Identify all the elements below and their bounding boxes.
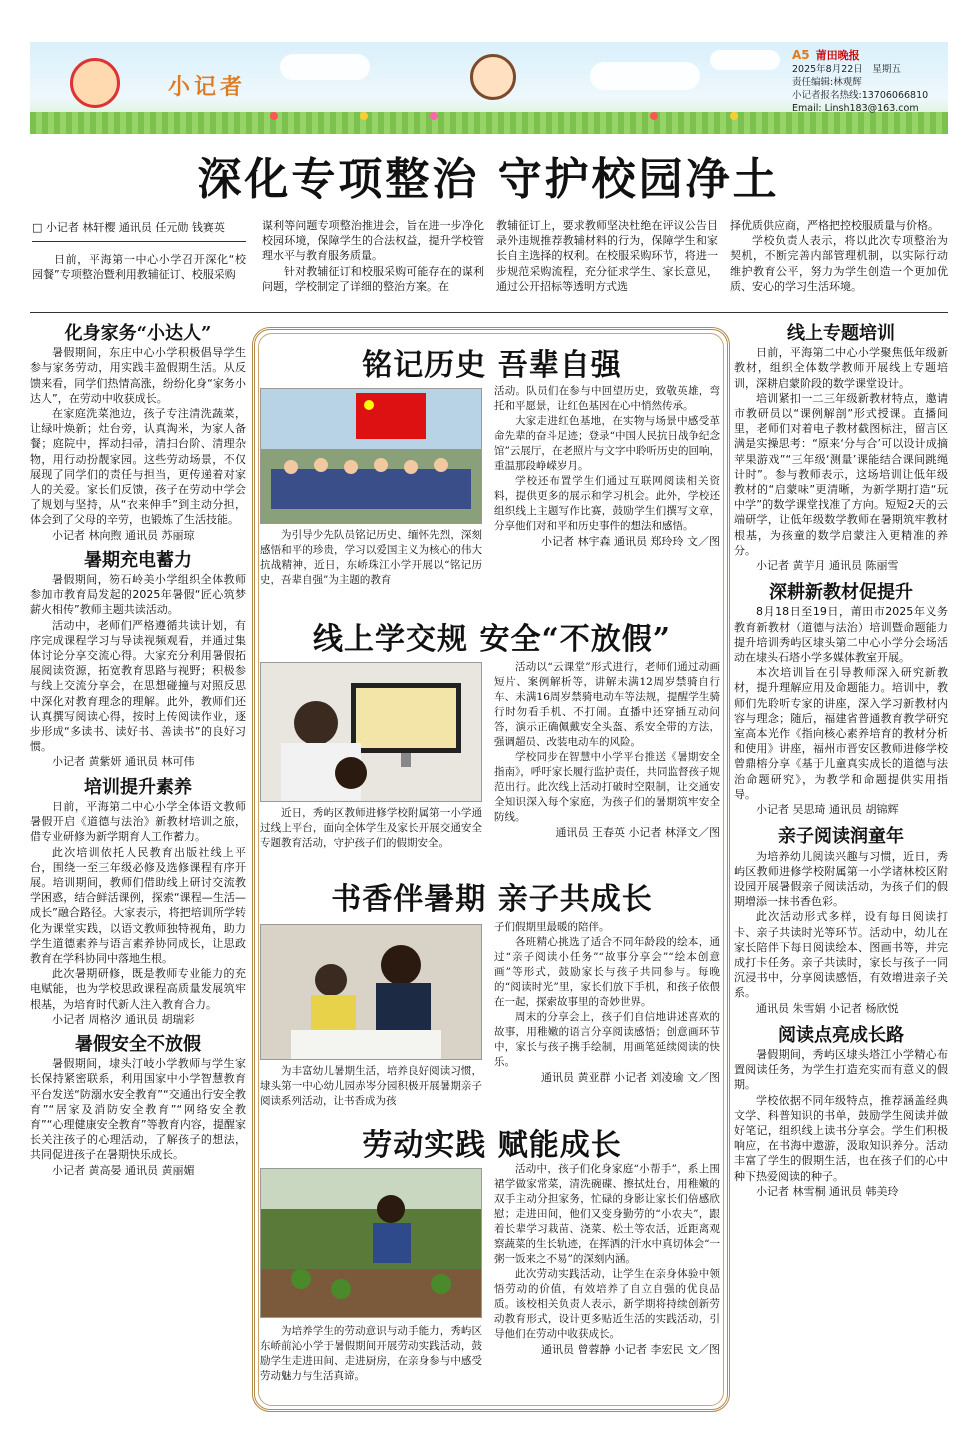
lead-text-2: 谋利等问题专项整治推进会，旨在进一步净化校园环境，保障学生的合法权益，提升学校管理水平与教育服务质量。 [262,219,484,263]
paragraph: 大家走进红色基地，在实物与场景中感受革命先辈的奋斗足迹；登录“中国人民抗日战争纪念馆”云展厅，在老照片与文字中聆听历史的回响，重温那段峥嵘岁月。 [494,415,720,472]
email: Email: Linsh183@163.com [792,103,919,114]
paragraph: 日前，平海第二中心小学全体语文教师暑假开启《道德与法治》新教材培训之旅，借专业研修为新学期育人工作蓄力。 [30,799,246,844]
grass-decoration [30,112,948,134]
left-article-3 [30,776,246,1027]
feature-title-3: 书香伴暑期 亲子共成长 [331,882,653,917]
paragraph: 暑假期间，埭头汀岐小学教师与学生家长保持紧密联系，利用国家中小学智慧教育平台发送“防溺水安全教育”“交通出行安全教育”“居家及消防安全教育”“网络安全教育”“心理健康安全教育”等教育内容，提醒家长关注孩子的心理活动，了解孩子的想法，共同促进孩子在暑期快乐成长。 [30,1057,246,1162]
paragraph: 培训紧扣一二三年级新教材特点，邀请市教研员以“课例解剖”形式授课。直播间里，老师们对着电子教材截图标注，留言区满是实操思考：“原来‘分与合’可以设计成摘苹果游戏”“三年级‘测量’课能结合课间跳绳计时”。参与教师表示，这场培训让低年级教材的“启蒙味”更清晰，为新学期打造“玩中学”的数学课堂找准了方向。短短2天的云端研学，让低年级数学教师在暑期筑牢教材根基，为孩童的数学启蒙注入更精准的养分。 [734,391,948,557]
paragraph: 学校还布置学生们通过互联网阅读相关资料，提供更多的展示和学习机会。此外，学校还组织线上主题写作比赛，鼓励学生们撰写文章，分享他们对和平和历史事件的想法和感悟。 [494,475,720,532]
paragraph: 在家庭洗菜池边，孩子专注清洗蔬菜，让绿叶焕新；灶台旁，认真淘米，为家人备餐；庭院中，挥动扫帚，清扫台阶、清理杂物，用行动扮靓家园。这些劳动场景，不仅展现了同学们的责任与担当，更传递着对家人的关爱。家长们反馈，孩子在劳动中学会了规划与坚持，从“衣来伸手”到主动分担，体会到了父母的辛劳，也锻炼了生活技能。 [30,407,246,527]
caption-text: 为培养学生的劳动意识与动手能力，秀屿区东峤前沁小学于暑假期间开展劳动实践活动，鼓励学生走进田间、走进厨房，在亲身参与中感受劳动魅力与生活真谛。 [260,1325,482,1382]
paragraph: 此次劳动实践活动，让学生在亲身体验中领悟劳动的价值，有效培养了自立自强的优良品质。该校相关负责人表示，新学期将持续创新劳动教育形式，设计更多贴近生活的实践活动，引导他们在劳动中收获成长。 [494,1268,720,1340]
feature-title-2: 线上学交规 安全“不放假” [313,622,671,657]
paragraph: 暑假期间，东庄中心小学积极倡导学生参与家务劳动，用实践丰盈假期生活。从反馈来看，同学们热情高涨，纷纷化身“家务小达人”，在劳动中收获成长。 [30,346,246,405]
article-credit: 小记者 周格汐 通讯员 胡瑞彩 [52,1012,195,1026]
left-column [30,324,246,1178]
paragraph: 周末的分享会上，孩子们自信地讲述喜欢的故事，用稚嫩的语言分享阅读感悟；创意画环节中，家长与孩子携手绘制，用画笔延续阅读的快乐。 [494,1011,720,1068]
page-headline: 深化专项整治 守护校园净土 [197,154,780,205]
paragraph: 学校依据不同年级特点，推荐涵盖经典文学、科普知识的书单，鼓励学生阅读并做好笔记，组织线上读书分享会。学生们积极响应，在书海中遨游，汲取知识养分。活动丰富了学生的假期生活，也在孩子们的心中种下热爱阅读的种子。 [734,1093,948,1183]
paragraph: 此次暑期研修，既是教师专业能力的充电赋能，也为学校思政课程高质量发展筑牢根基，为培育时代新人注入教育合力。 [30,967,246,1011]
paragraph: 学校同步在智慧中小学平台推送《暑期安全指南》，呼吁家长履行监护责任，共同监督孩子规范出行。此次线上活动打破时空限制，让交通安全知识深入每个家庭，为孩子们的暑期筑牢安全防线。 [494,751,720,823]
lead-byline: □ 小记者 林轩樱 通讯员 任元勋 钱赛英 [32,221,225,234]
article-credit: 通讯员 王春英 小记者 林泽文／图 [555,826,720,839]
article-credit: 小记者 林雪桐 通讯员 韩美玲 [756,1184,899,1198]
caption-text: 为丰富幼儿暑期生活，培养良好阅读习惯，埭头第一中心幼儿园赤岑分园积极开展暑期亲子阅读系列活动，让书香成为孩 [260,1065,482,1107]
issue-info [792,49,948,115]
lead-col-3 [496,218,718,294]
lead-col-4 [730,218,948,294]
issue-date: 2025年8月22日 [792,64,863,75]
article-credit: 小记者 吴思琦 通讯员 胡锦辉 [756,803,899,817]
paragraph: 为培养幼儿阅读兴趣与习惯，近日，秀屿区教师进修学校附属第一小学诸林校区附设园开展暑假亲子阅读活动，为孩子们的假期增添一抹书香色彩。 [734,849,948,909]
article-credit: 小记者 黄芋月 通讯员 陈丽雪 [756,559,899,573]
feature-caption-2 [260,806,482,851]
photo-family-reading [260,924,482,1060]
feature-body-2 [494,660,720,840]
feature-caption-1 [260,528,482,588]
hotline: 小记者报名热线:13706066810 [792,90,929,101]
paragraph: 活动中，孩子们化身家庭“小帮手”，系上围裙学做家常菜，清洗碗碟、擦拭灶台，用稚嫩的双手主动分担家务，忙碌的身影让家长们倍感欣慰；走进田间，他们又变身勤劳的“小农夫”，跟着长辈学习栽苗、浇菜、松土等农活，近距离观察蔬菜的生长轨迹，在挥洒的汗水中真切体会“一粥一饭来之不易”的深刻内涵。 [494,1163,720,1265]
photo-online-class [260,662,482,802]
lead-col-2 [262,218,484,294]
article-credit: 通讯员 朱雪娟 小记者 杨欣悦 [756,1001,899,1015]
article-title: 暑假安全不放假 [75,1033,201,1055]
paragraph: 此次培训依托人民教育出版社线上平台，围绕一至三年级必修及选修课程有序开展。培训期间，教师们借助线上研讨交流教学困惑，结合鲜活课例，探索“课程—生活—成长”融合路径。大家表示，将把培训所学转化为课堂实践，以语文教师独特视角，助力学生道德素养与语言素养协同成长，让思政教育在学科协同中落地生根。 [30,845,246,965]
paragraph: 暑假期间，笏石岭美小学组织全体教师参加市教育局发起的2025年暑假“匠心筑梦 薪火相传”教师主题共读活动。 [30,573,246,617]
article-title: 阅读点亮成长路 [778,1024,904,1046]
article-title: 线上专题培训 [787,323,895,344]
paragraph: 8月18日至19日，莆田市2025年义务教育新教材（道德与法治）培训暨命题能力提升培训秀屿区埭头第二中心小学分会场活动在埭头石塔小学多媒体教室开展。 [734,605,948,665]
caption-text: 近日，秀屿区教师进修学校附属第一小学通过线上平台，面向全体学生及家长开展交通安全专题教育活动，守护孩子们的假期安全。 [260,807,482,849]
right-article-1 [734,323,948,573]
article-credit: 小记者 林宇森 通讯员 郑玲玲 文／图 [541,535,720,548]
paragraph: 活动中，老师们严格遵循共读计划，有序完成课程学习与导读视频观看，并通过集体讨论分享交流心得。大家充分利用暑假拓展阅读资源，拓宽教育思路与视野；积极参与线上交流分享会，在思想碰撞与对照反思中深化对教育理念的理解。此外，教师们还认真撰写阅读心得，按时上传阅读作业，逐步形成“多读书、读好书、善读书”的良好习惯。 [30,618,246,754]
right-column [734,324,948,1199]
caption-text: 为引导少先队员铭记历史、缅怀先烈，深刻感悟和平的珍贵，学习以爱国主义为核心的伟大抗战精神，近日，东峤珠江小学开展以“铭记历史，吾辈自强”为主题的教育 [260,529,482,586]
right-article-3 [734,826,948,1015]
paragraph: 此次活动形式多样，设有每日阅读打卡、亲子共读时光等环节。活动中，幼儿在家长陪伴下每日阅读绘本、图画书等，并完成打卡任务。亲子共读时，家长与孩子一同沉浸书中，分享阅读感悟，有效增进亲子关系。 [734,910,948,1000]
feature-body-1 [494,384,720,549]
article-title: 深耕新教材促提升 [769,582,913,604]
photo-flag-ceremony [260,388,482,524]
paragraph: 本次培训旨在引导教师深入研究新教材，提升理解应用及命题能力。培训中，教师们先聆听专家的讲座，深入学习新教材内容与理念；随后，福建省普通教育教学研究室高本光作《指向核心素养培育的教材分析和使用》讲座，福州市晋安区教师进修学校曾鼎榕分享《基于儿童真实成长的道德与法治命题研究》，为教学和命题提供实用指导。 [734,666,948,801]
article-credit: 小记者 黄紫妍 通讯员 林可伟 [52,755,195,769]
article-credit: 通讯员 黄亚群 小记者 刘凌瑜 文／图 [541,1071,720,1084]
feature-title-4: 劳动实践 赋能成长 [362,1128,622,1163]
right-article-2 [734,582,948,817]
paper-logo: 莆田晚报 [815,49,860,62]
lead-text-3: 教辅征订上，要求教师坚决杜绝在评议公告目录外违规推荐教辅材料的行为，保障学生和家长自主选择的权利。在校服采购环节，将进一步规范采购流程，充分征求学生、家长意见，通过公开招标等透明方式选 [496,219,718,293]
photo-garden-labor [260,1168,482,1318]
paragraph: 暑假期间，秀屿区埭头塔江小学精心布置阅读任务，为学生打造充实而有意义的假期。 [734,1047,948,1092]
left-article-4 [30,1033,246,1178]
paragraph: 各班精心挑选了适合不同年龄段的绘本，通过“亲子阅读小任务”“故事分享会”“绘本创意画”等形式，鼓励家长与孩子共同参与。每晚的“阅读时光”里，家长们放下手机，和孩子依偎在一起，探索故事里的奇妙世界。 [494,936,720,1008]
article-credit: 小记者 黄高晏 通讯员 黄丽媚 [52,1163,195,1177]
lead-col-1 [32,220,246,283]
article-title: 培训提升素养 [84,776,192,798]
cartoon-reporter-icon [70,58,120,108]
paragraph: 活动以“云课堂”形式进行，老师们通过动画短片、案例解析等，讲解未满12周岁禁骑自行车、未满16周岁禁骑电动车等法规，提醒学生骑行时勿看手机、不打闹。直播中还穿插互动问答，演示正确佩戴安全头盔、系安全带的方法，强调超员、改装电动车的风险。 [494,661,720,748]
lead-text-4: 择优质供应商，严格把控校服质量与价格。 [730,219,939,232]
page-number: A5 [792,48,810,62]
feature-caption-4 [260,1324,482,1384]
paragraph: 日前，平海第二中心小学聚焦低年级新教材，组织全体数学教师开展线上专题培训，深耕启蒙阶段的数学课堂设计。 [734,346,948,390]
lead-text-4b: 学校负责人表示，将以此次专项整治为契机，不断完善内部管理机制，以实际行动维护教育公平，努力为学生创造一个更加优质、安心的学习生活环境。 [730,234,948,293]
issue-weekday: 星期五 [872,64,901,75]
article-title: 暑期充电蓄力 [84,549,192,571]
left-article-2 [30,549,246,770]
editor-line: 责任编辑:林观辉 [792,77,862,88]
article-credit: 通讯员 曾蓉静 小记者 李宏民 文／图 [541,1343,720,1356]
cartoon-camera-girl-icon [470,54,516,100]
section-title: 小记者 [168,74,247,100]
feature-body-4 [494,1162,720,1357]
feature-caption-3 [260,1064,482,1109]
article-title: 亲子阅读润童年 [778,826,904,848]
paragraph: 活动。队员们在参与中回望历史，致敬英雄，弯托和平愿景，让红色基因在心中悄然传承。 [494,385,720,412]
right-article-4 [734,1024,948,1199]
lead-text-1: 日前，平海第一中心小学召开深化“校园餐”专项整治暨利用教辅征订、校服采购 [32,253,246,282]
lead-text-2b: 针对教辅征订和校服采购可能存在的谋利问题，学校制定了详细的整治方案。在 [262,264,484,293]
article-credit: 小记者 林向煦 通讯员 苏丽琼 [52,528,195,542]
article-title: 化身家务“小达人” [64,323,212,344]
feature-body-3 [494,920,720,1085]
left-article-1 [30,323,246,543]
paragraph: 子们假期里最暖的陪伴。 [494,921,610,933]
feature-title-1: 铭记历史 吾辈自强 [362,348,622,383]
